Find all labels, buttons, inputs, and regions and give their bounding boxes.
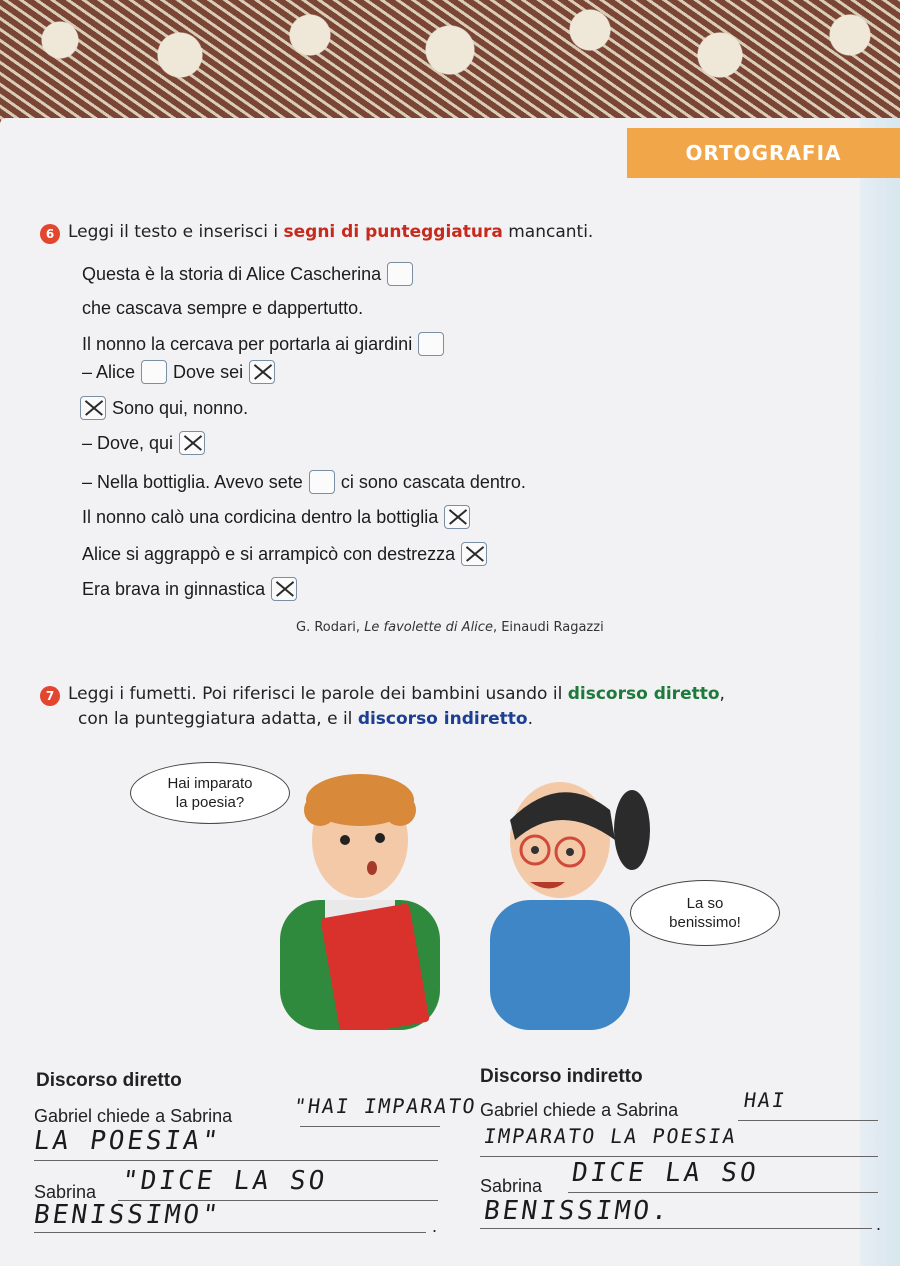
direct-line-1-label: Gabriel chiede a Sabrina [34,1106,233,1126]
handwritten-answer[interactable]: LA POESIA" [31,1126,223,1156]
answer-rule [34,1232,426,1233]
answer-rule [738,1120,878,1121]
girl-illustration [490,782,650,1030]
period: . [432,1216,438,1236]
exercise-7-badge: 7 [40,686,60,706]
page-edge-strip [860,118,900,1266]
period: . [876,1214,882,1234]
handwritten-answer[interactable]: "DICE LA SO [119,1166,330,1196]
exercise-7-instruction-line2: con la punteggiatura adatta, e il discorso indiretto. [78,709,533,729]
speech-bubble-boy: Hai imparato la poesia? [130,762,290,824]
text-line-1: Questa è la storia di Alice Cascherina [82,262,419,286]
handwritten-answer[interactable]: DICE LA SO [569,1158,761,1188]
section-title: ORTOGRAFIA [685,141,842,165]
tablecloth-lace [0,0,900,130]
punctuation-box[interactable] [418,332,444,356]
exercise-6-instruction: Leggi il testo e inserisci i segni di punteggiatura mancanti. [68,222,594,242]
answer-rule [480,1228,872,1229]
indirect-line-1-label: Gabriel chiede a Sabrina [480,1100,679,1120]
handwritten-answer[interactable]: "HAI IMPARATO [292,1094,479,1118]
direct-line-3-label: Sabrina [34,1182,97,1202]
handwritten-answer[interactable]: IMPARATO LA POESIA [482,1124,739,1148]
comic-illustration [260,760,660,1030]
text-line-8: Il nonno calò una cordicina dentro la bottiglia [82,505,476,529]
punctuation-box-checked[interactable] [271,577,297,601]
answer-rule [568,1192,878,1193]
exercise-7-instruction-line1: Leggi i fumetti. Poi riferisci le parole dei bambini usando il discorso diretto, [68,684,725,704]
text-line-7: – Nella bottiglia. Avevo sete ci sono cascata dentro. [82,470,526,494]
source-credit: G. Rodari, Le favolette di Alice, Einaudi Ragazzi [296,620,604,635]
boy-illustration [280,774,440,1030]
speech-bubble-girl: La so benissimo! [630,880,780,946]
punctuation-box-checked[interactable] [444,505,470,529]
punctuation-box[interactable] [387,262,413,286]
answer-rule [300,1126,440,1127]
handwritten-answer[interactable]: BENISSIMO. [481,1196,673,1226]
text-line-2: che cascava sempre e dappertutto. [82,298,364,318]
handwritten-answer[interactable]: BENISSIMO" [31,1200,223,1230]
exercise-6-badge: 6 [40,224,60,244]
text-line-4: – Alice Dove sei [82,360,281,384]
punctuation-box-checked[interactable] [461,542,487,566]
punctuation-highlight: segni di punteggiatura [283,222,503,242]
text-line-10: Era brava in ginnastica [82,577,303,601]
punctuation-box[interactable] [141,360,167,384]
punctuation-box[interactable] [309,470,335,494]
section-tab [627,128,900,178]
punctuation-box-checked[interactable] [179,431,205,455]
indirect-line-3-label: Sabrina [480,1176,543,1196]
answer-rule [34,1160,438,1161]
punctuation-box-checked[interactable] [80,396,106,420]
handwritten-answer[interactable]: HAI [742,1088,788,1112]
punctuation-box-checked[interactable] [249,360,275,384]
answer-rule [480,1156,878,1157]
text-line-3: Il nonno la cercava per portarla ai giardini [82,332,450,356]
indirect-speech-title: Discorso indiretto [480,1066,643,1087]
text-line-6: – Dove, qui [82,431,211,455]
text-line-5: Sono qui, nonno. [80,396,248,420]
text-line-9: Alice si aggrappò e si arrampicò con destrezza [82,542,493,566]
direct-speech-title: Discorso diretto [36,1070,182,1091]
